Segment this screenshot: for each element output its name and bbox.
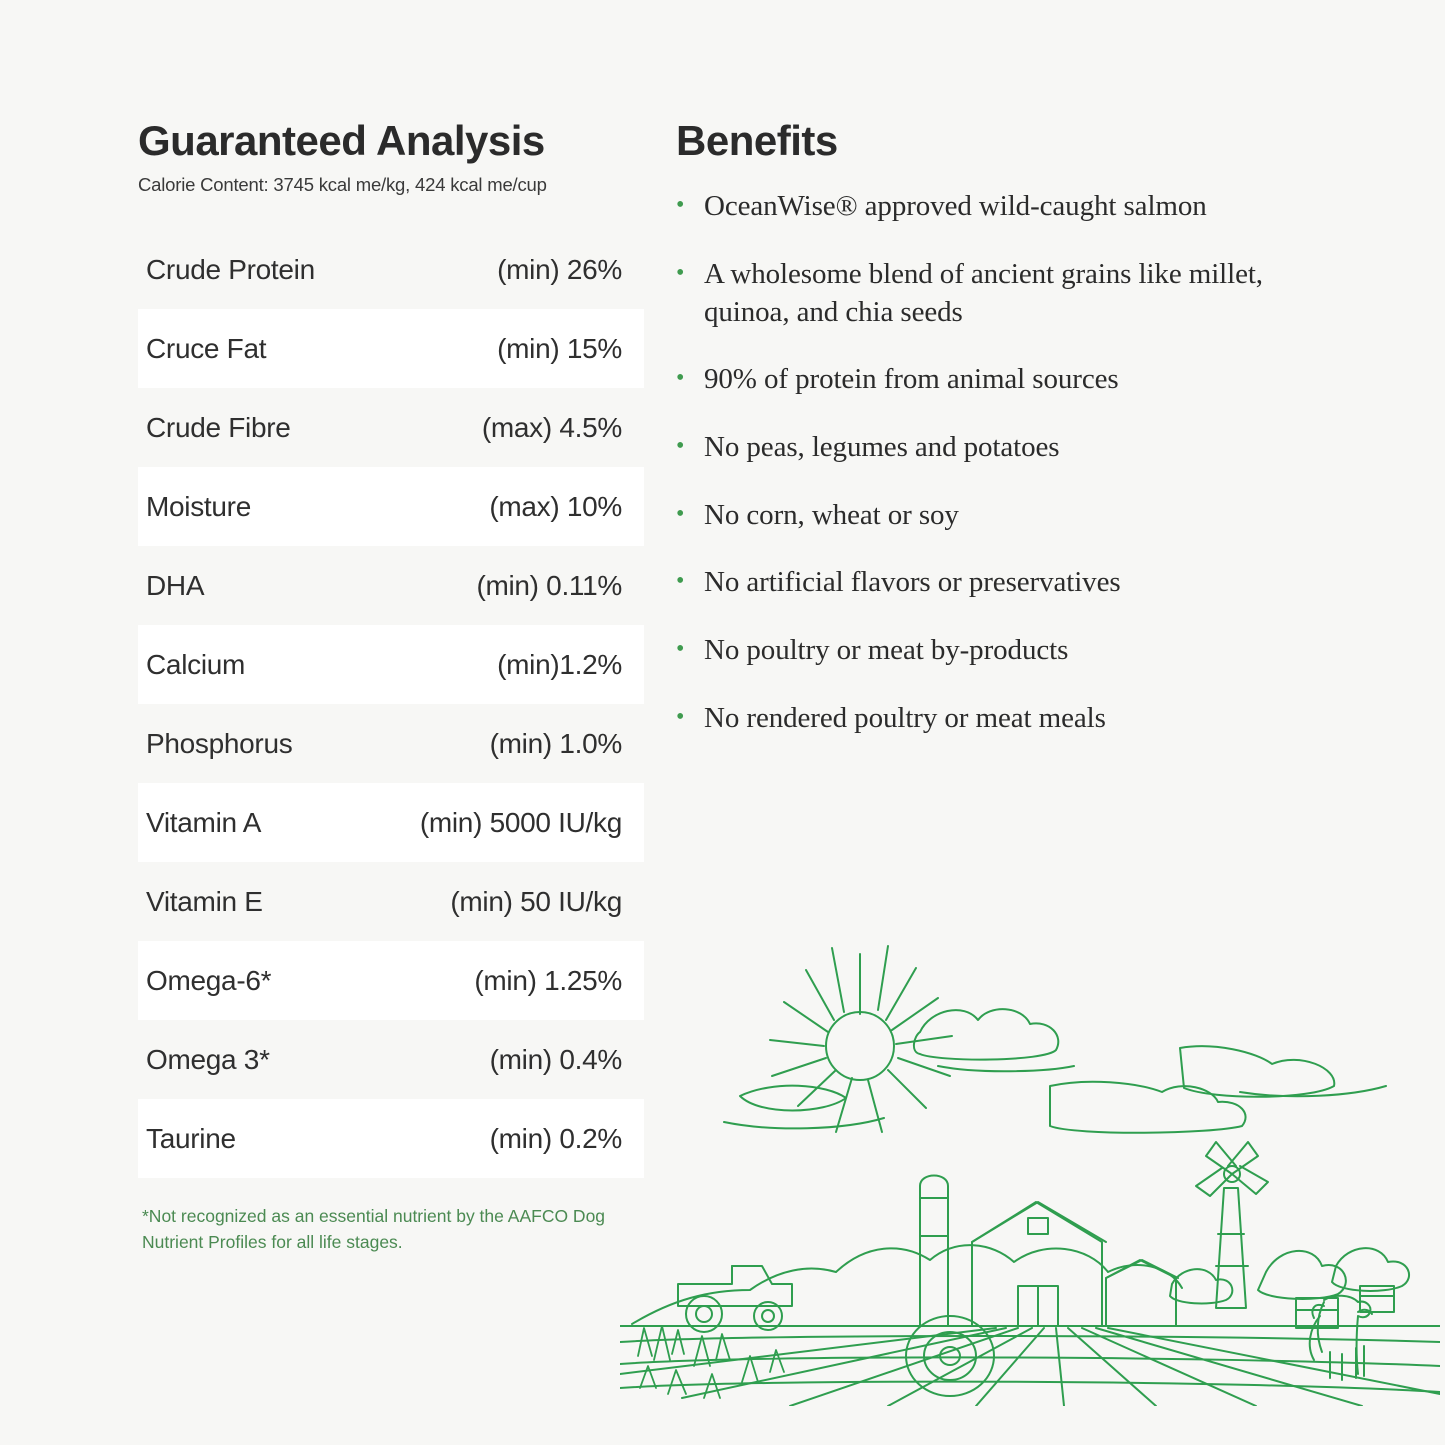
guaranteed-analysis-footnote: *Not recognized as an essential nutrient by the AAFCO Dog Nutrient Profiles for all life stages. [142,1206,606,1252]
benefit-text: No peas, legumes and potatoes [704,430,1060,463]
nutrient-label: Omega 3* [146,1043,270,1075]
nutrient-label: Crude Protein [146,253,315,285]
guaranteed-analysis-table [138,230,644,1178]
table-row [138,388,644,467]
bullet-icon: • [676,259,685,286]
farm-landscape-illustration [620,936,1440,1406]
bullet-icon: • [676,500,685,527]
list-item [676,564,1445,602]
nutrient-value: (min) 0.2% [489,1122,622,1154]
nutrient-label: Omega-6* [146,964,272,996]
nutrient-value: (min) 15% [497,332,622,364]
calorie-content-text: Calorie Content: 3745 kcal me/kg, 424 kcal me/cup [138,174,547,196]
nutrient-value: (min)1.2% [497,648,622,680]
table-row [138,1099,644,1178]
list-item [676,188,1445,226]
benefit-text: No artificial flavors or preservatives [704,566,1121,599]
bullet-icon: • [676,636,685,662]
list-item [676,256,1445,331]
nutrient-label: Cruce Fat [146,332,267,364]
bullet-icon: • [676,192,685,219]
nutrient-value: (min) 50 IU/kg [450,885,622,917]
nutrient-label: Vitamin E [146,885,263,917]
table-row [138,783,644,862]
benefit-text: No poultry or meat by-products [704,634,1069,666]
bullet-icon: • [676,703,685,730]
benefit-text: A wholesome blend of ancient grains like millet, quinoa, and chia seeds [704,257,1263,328]
nutrient-label: Moisture [146,490,251,522]
table-row [138,1020,644,1099]
guaranteed-analysis-section [0,118,640,1445]
list-item [676,700,1445,738]
list-item [676,632,1445,670]
benefit-text: 90% of protein from animal sources [704,363,1119,396]
table-row [138,230,644,309]
table-row [138,941,644,1020]
nutrient-value: (min) 0.4% [489,1043,622,1075]
nutrient-value: (min) 5000 IU/kg [419,806,622,838]
benefits-title: Benefits [676,117,838,164]
table-row [138,862,644,941]
table-row [138,625,644,704]
benefits-list [676,188,1445,737]
benefit-text: OceanWise® approved wild-caught salmon [704,190,1207,223]
table-row [138,309,644,388]
nutrient-value: (min) 1.25% [474,964,622,996]
bullet-icon: • [676,568,685,595]
table-row [138,546,644,625]
nutrient-label: Crude Fibre [146,411,291,443]
nutrient-value: (min) 0.11% [476,569,622,601]
table-row [138,704,644,783]
nutrient-value: (min) 26% [497,253,622,285]
list-item [676,429,1445,467]
nutrient-label: Calcium [146,648,246,680]
nutrient-value: (max) 10% [489,490,622,522]
benefits-section [640,118,1445,1445]
nutrient-label: Vitamin A [146,806,262,838]
bullet-icon: • [676,365,685,392]
table-row [138,467,644,546]
nutrient-label: Taurine [146,1122,236,1154]
list-item [676,497,1445,535]
nutrient-value: (max) 4.5% [481,411,622,443]
nutrient-label: Phosphorus [146,727,293,759]
guaranteed-analysis-title: Guaranteed Analysis [138,117,545,164]
benefit-text: No rendered poultry or meat meals [704,701,1106,734]
nutrient-value: (min) 1.0% [489,727,622,759]
list-item [676,361,1445,399]
bullet-icon: • [676,432,685,459]
nutrient-label: DHA [146,569,205,601]
benefit-text: No corn, wheat or soy [704,498,959,531]
